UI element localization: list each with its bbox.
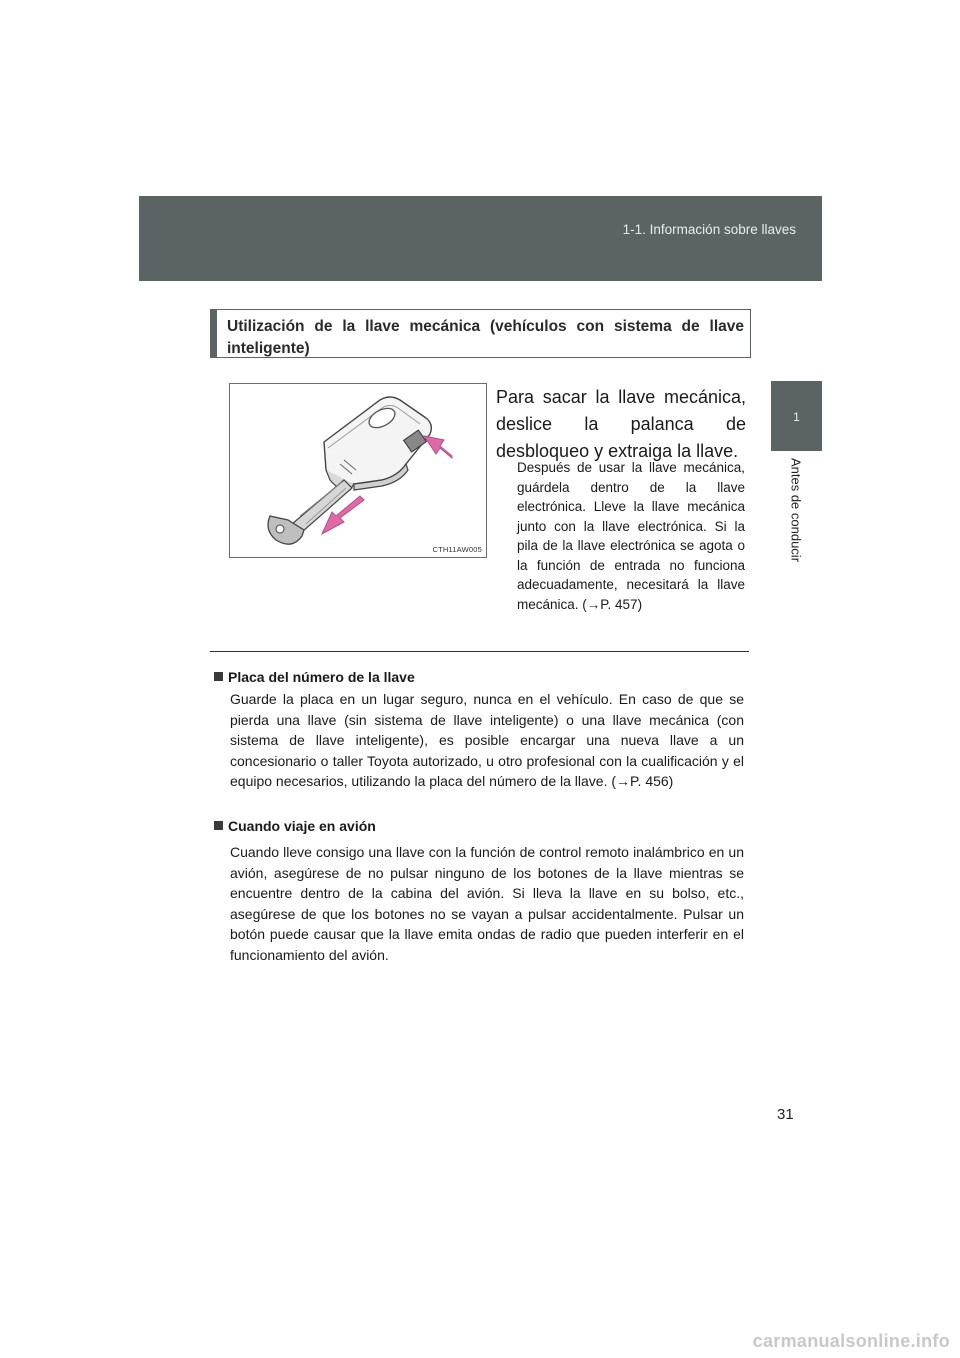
note-heading-airplane xyxy=(214,818,376,834)
chapter-number: 1 xyxy=(793,410,800,424)
section-divider xyxy=(210,651,749,652)
chapter-tab xyxy=(771,381,822,451)
bullet-square-icon xyxy=(214,821,223,830)
page-number: 31 xyxy=(777,1106,794,1123)
note-heading-text: Placa del número de la llave xyxy=(228,669,415,685)
note-body-key-plate: Guarde la placa en un lugar seguro, nunca en el vehículo. En caso de que se pierda una llave (sin sistema de llave inteligente) o una llave mecánica (con sistema de llave inteligente), es posible encargar una nueva llave a un concesionario o taller Toyota autorizado, u otro profesional con la cualificación y el equipo necesarios, utilizando la placa del número de la llave. (→P. 456) xyxy=(230,691,744,790)
mechanical-key-drawing xyxy=(230,384,486,557)
section-title-box xyxy=(210,309,751,358)
note-heading-key-plate xyxy=(214,669,415,685)
figure-code: CTH11AW005 xyxy=(432,545,482,554)
header-band xyxy=(139,196,822,281)
watermark: carmanualsonline.info xyxy=(752,1331,950,1351)
chapter-label: Antes de conducir xyxy=(788,457,804,563)
note-heading-text: Cuando viaje en avión xyxy=(228,818,376,834)
bullet-square-icon xyxy=(214,672,223,681)
main-instruction: Para sacar la llave mecánica, deslice la palanca de desbloqueo y extraiga la llave. xyxy=(496,387,746,461)
mechanical-key-icon xyxy=(268,480,352,544)
push-arrow-icon xyxy=(424,436,452,458)
smart-key-icon xyxy=(324,397,431,490)
sub-instruction: Después de usar la llave mecánica, guárdela dentro de la llave electrónica. Lleve la llave mecánica junto con la llave electrónica. Si la pila de la llave electrónica se agota o la función de entrada no funciona adecuadamente, necesitará la llave mecánica. (→P. 457) xyxy=(517,460,745,612)
section-title: Utilización de la llave mecánica (vehículos con sistema de llave inteligente) xyxy=(227,318,744,357)
header-section-title: 1-1. Información sobre llaves xyxy=(622,222,796,237)
key-illustration xyxy=(229,383,487,558)
note-body-airplane: Cuando lleve consigo una llave con la función de control remoto inalámbrico en un avión, asegúrese de no pulsar ninguno de los botones de la llave mientras se encuentre dentro de la cabina del avión. Si lleva la llave en su bolso, etc., asegúrese de que los botones no se vayan a pulsar accidentalmente. Pulsar un botón puede causar que la llave emita ondas de radio que pueden interferir en el funcionamiento del avión. xyxy=(230,844,744,963)
